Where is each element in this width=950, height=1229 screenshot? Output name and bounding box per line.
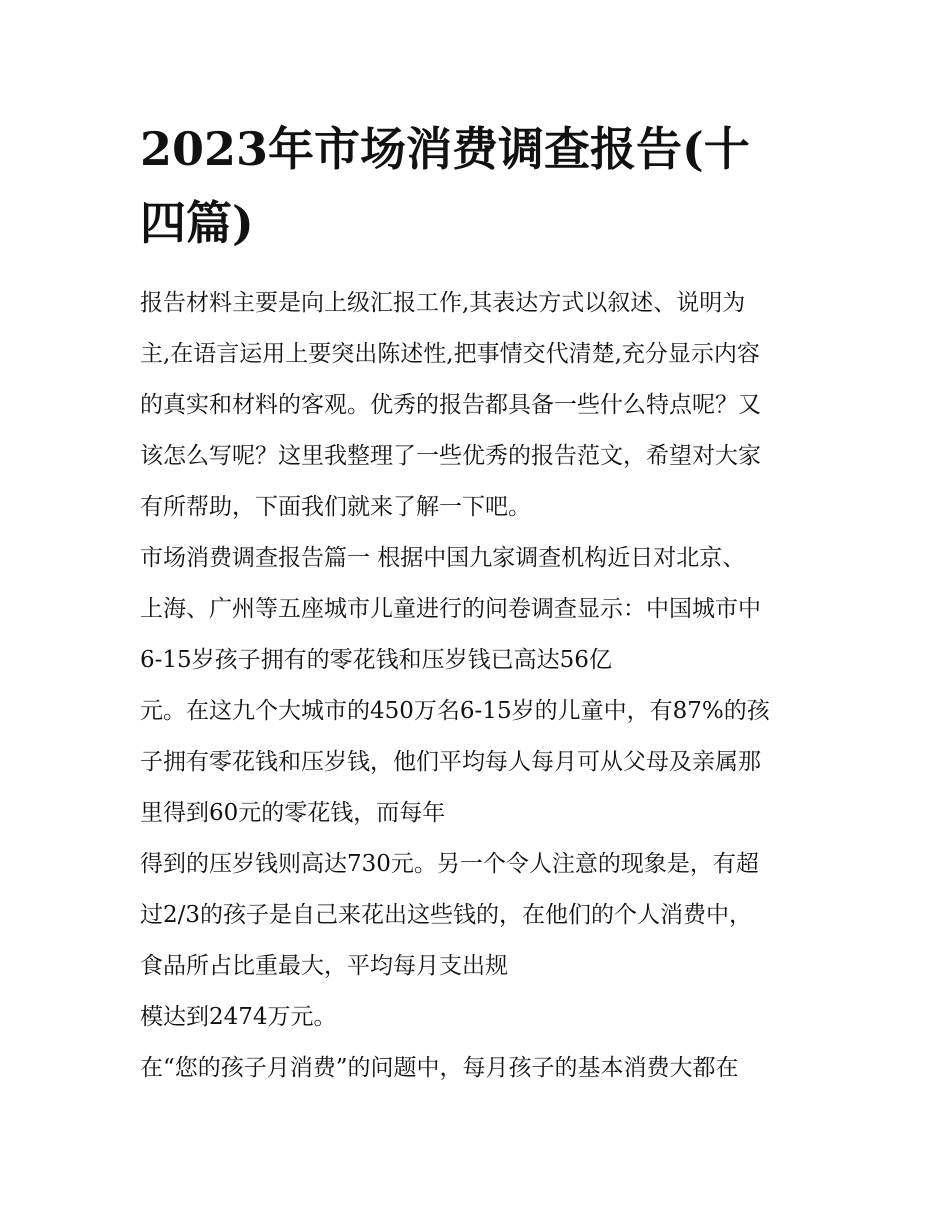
body-line: 在“您的孩子月消费”的问题中，每月孩子的基本消费大都在 [140, 1055, 739, 1081]
body-line: 模达到2474万元。 [140, 1004, 337, 1030]
title-line: 2023年市场消费调查报告(十 [140, 122, 750, 176]
body-line: 里得到60元的零花钱，而每年 [140, 800, 446, 826]
body-line: 子拥有零花钱和压岁钱，他们平均每人每月可从父母及亲属那 [140, 749, 761, 775]
body-line: 6-15岁孩子拥有的零花钱和压岁钱已高达56亿 [140, 647, 612, 673]
body-line: 过2/3的孩子是自己来花出这些钱的，在他们的个人消费中， [140, 902, 753, 928]
body-line: 主,在语言运用上要突出陈述性,把事情交代清楚,充分显示内容 [140, 341, 760, 367]
body-line: 的真实和材料的客观。优秀的报告都具备一些什么特点呢？又 [140, 392, 761, 418]
document-title [140, 112, 820, 260]
document-body [140, 278, 820, 1094]
body-line: 该怎么写呢？这里我整理了一些优秀的报告范文，希望对大家 [140, 443, 761, 469]
body-line: 上海、广州等五座城市儿童进行的问卷调查显示：中国城市中 [140, 596, 761, 622]
body-line: 报告材料主要是向上级汇报工作,其表达方式以叙述、说明为 [140, 290, 746, 316]
body-line: 市场消费调查报告篇一 根据中国九家调查机构近日对北京、 [140, 545, 746, 571]
body-line: 食品所占比重最大，平均每月支出规 [140, 953, 508, 979]
body-line: 有所帮助，下面我们就来了解一下吧。 [140, 494, 531, 520]
body-line: 得到的压岁钱则高达730元。另一个令人注意的现象是，有超 [140, 851, 759, 877]
title-line: 四篇) [140, 196, 254, 250]
body-line: 元。在这九个大城市的450万名6-15岁的儿童中，有87%的孩 [140, 698, 770, 724]
